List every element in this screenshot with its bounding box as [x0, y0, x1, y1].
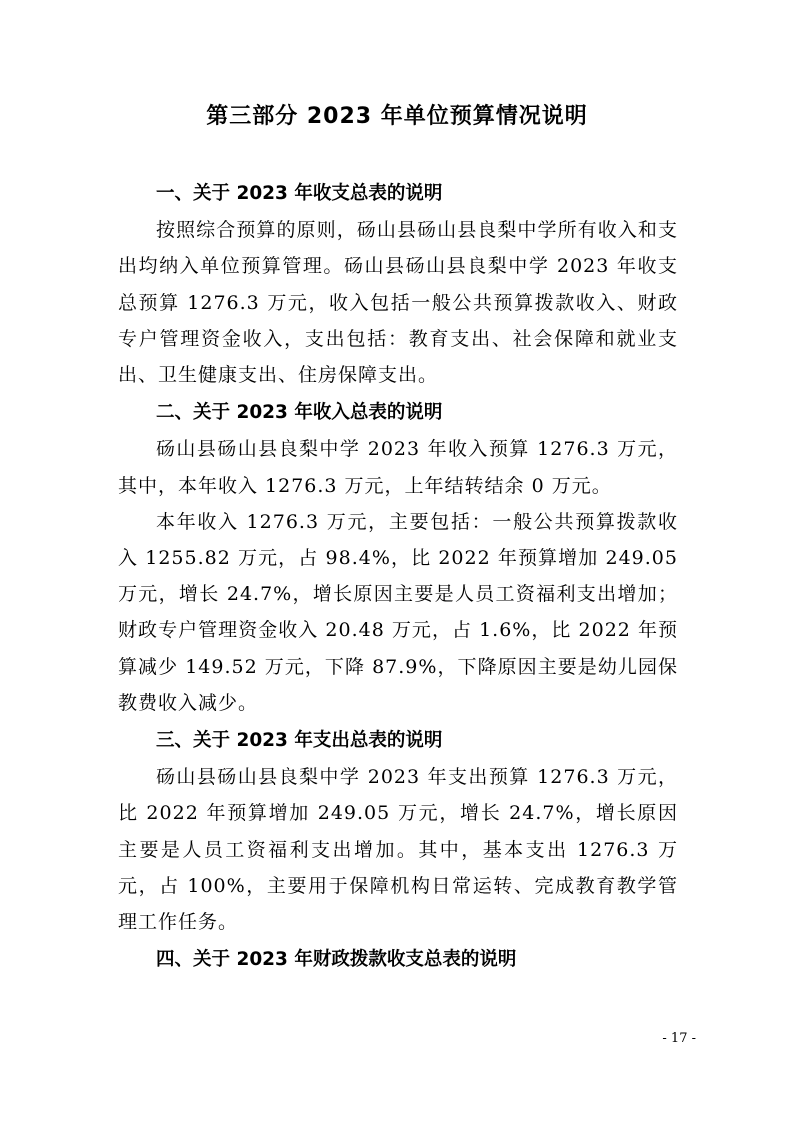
section-2-paragraph-1: 砀山县砀山县良梨中学 2023 年收入预算 1276.3 万元，其中，本年收入 1276.3 万元，上年结转结余 0 万元。 — [118, 438, 678, 497]
section-2-paragraph-2: 本年收入 1276.3 万元，主要包括：一般公共预算拨款收入 1255.82 万元，占 98.4%，比 2022 年预算增加 249.05 万元，增长 24.7%，增长原因主要是人员工资福利支出增加；财政专户管理资金收入 20.48 万元，占 1.6%，比 2022 年预算减少 149.52 万元，下降 87.9%，下降原因主要是幼儿园保教费收入减少。 — [118, 510, 678, 714]
page-number: - 17 - — [662, 1031, 696, 1046]
section-heading-4: 四、关于 2023 年财政拨款收支总表的说明 — [156, 949, 517, 971]
section-heading-1: 一、关于 2023 年收支总表的说明 — [156, 183, 443, 204]
section-3-paragraph-1: 砀山县砀山县良梨中学 2023 年支出预算 1276.3 万元，比 2022 年预算增加 249.05 万元，增长 24.7%，增长原因主要是人员工资福利支出增加。其中，基本支出 1276.3 万元，占 100%，主要用于保障机构日常运转、完成教育教学管理工作任务。 — [118, 766, 678, 934]
section-heading-3: 三、关于 2023 年支出总表的说明 — [156, 730, 443, 752]
page-title: 第三部分 2023 年单位预算情况说明 — [206, 104, 588, 129]
section-heading-2: 二、关于 2023 年收入总表的说明 — [156, 402, 443, 424]
section-1-paragraph-1: 按照综合预算的原则，砀山县砀山县良梨中学所有收入和支出均纳入单位预算管理。砀山县砀山县良梨中学 2023 年收支总预算 1276.3 万元，收入包括一般公共预算拨款收入、财政专户管理资金收入，支出包括：教育支出、社会保障和就业支出、卫生健康支出、住房保障支出。 — [118, 219, 678, 387]
document-body — [118, 176, 678, 978]
